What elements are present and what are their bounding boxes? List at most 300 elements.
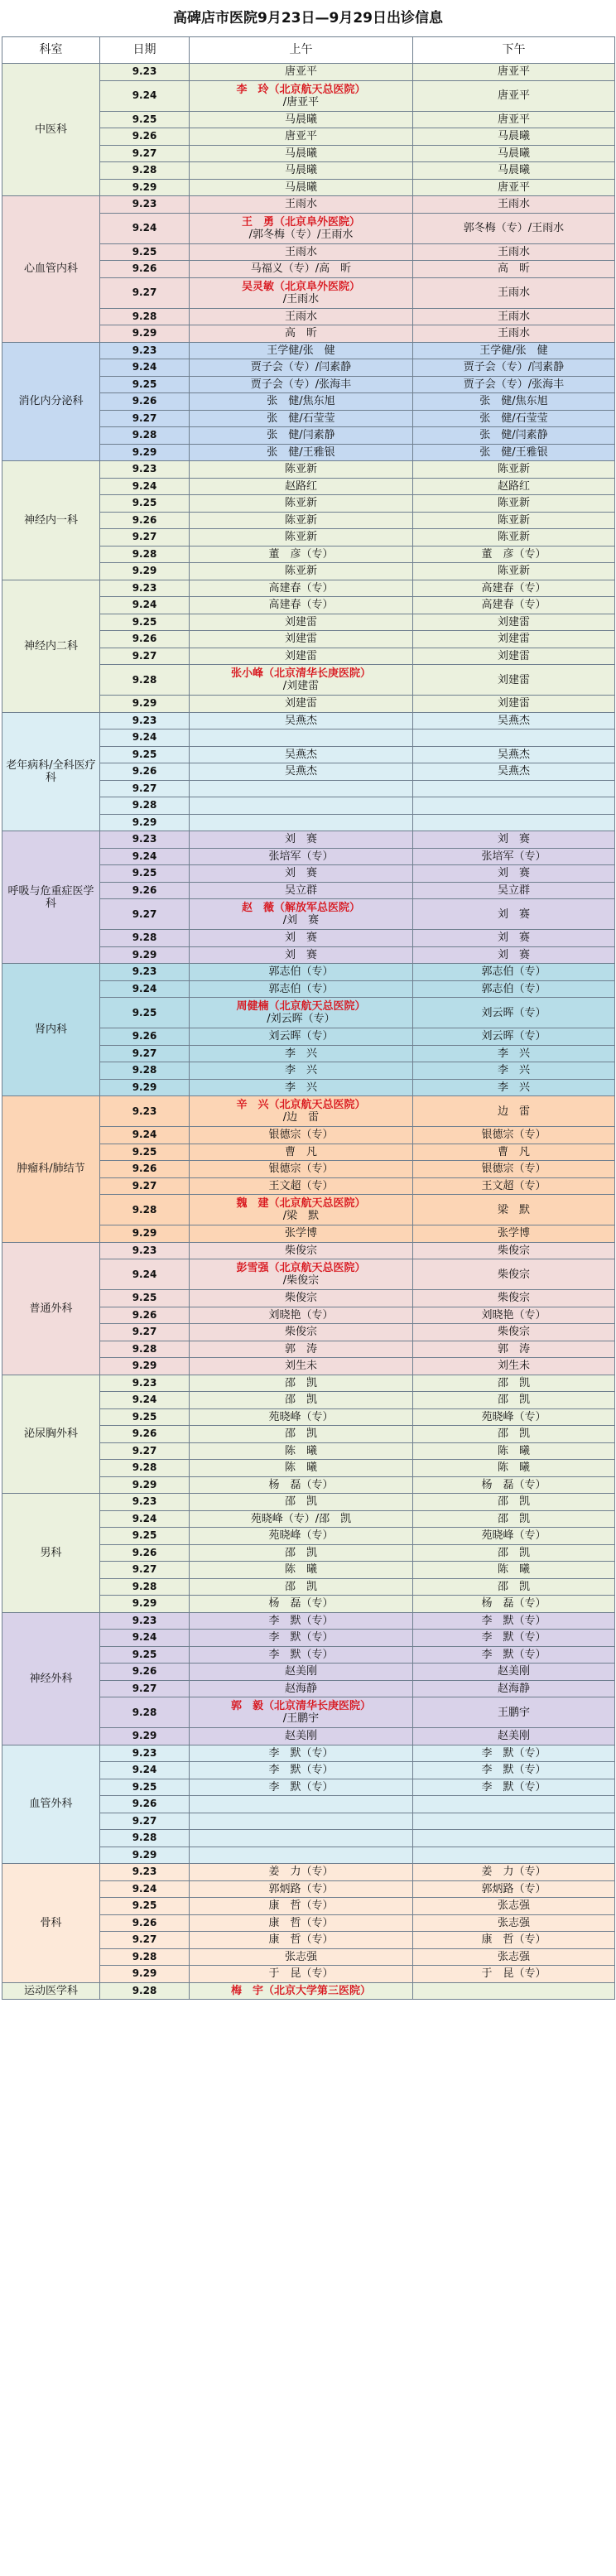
morning-doctor-name: 刘 赛	[284, 833, 317, 846]
afternoon-doctor-cell: 王雨水	[413, 277, 615, 308]
afternoon-doctor-cell: 赵海静	[413, 1680, 615, 1697]
date-cell: 9.28	[100, 1341, 190, 1358]
morning-doctor-name: 赵美刚	[284, 1665, 317, 1678]
date-cell: 9.25	[100, 1290, 190, 1307]
morning-doctor-cell	[190, 277, 413, 308]
afternoon-doctor-cell: 唐亚平	[413, 179, 615, 196]
morning-doctor-name: 张志强	[284, 1950, 317, 1963]
morning-doctor-cell	[190, 1079, 413, 1096]
date-cell: 9.25	[100, 865, 190, 883]
morning-doctor-cell	[190, 1697, 413, 1728]
morning-doctor-name: 银德宗（专）	[268, 1129, 334, 1142]
morning-doctor-name: 陈 曦	[284, 1563, 317, 1577]
morning-doctor-name: 邵 凯	[284, 1428, 317, 1441]
morning-doctor-cell	[190, 196, 413, 214]
department-cell: 血管外科	[2, 1745, 100, 1864]
morning-doctor-cell	[190, 308, 413, 325]
date-cell: 9.26	[100, 1028, 190, 1046]
morning-doctor-cell	[190, 145, 413, 162]
date-cell: 9.29	[100, 1728, 190, 1745]
date-cell: 9.26	[100, 1664, 190, 1681]
morning-doctor-name: 王雨水	[284, 245, 317, 258]
date-cell: 9.27	[100, 277, 190, 308]
afternoon-doctor-cell: 张 健/闫素静	[413, 427, 615, 445]
morning-doctor-cell	[190, 1062, 413, 1080]
morning-doctor-assistant: /边 雷	[282, 1111, 320, 1124]
morning-doctor-assistant: /刘云晖（专）	[267, 1013, 335, 1025]
afternoon-doctor-cell: 李 默（专）	[413, 1646, 615, 1664]
date-cell: 9.29	[100, 1966, 190, 1983]
morning-doctor-cell	[190, 814, 413, 831]
morning-doctor-cell	[190, 1544, 413, 1562]
date-cell: 9.25	[100, 1408, 190, 1426]
morning-doctor-name: 马福义（专）/高 昕	[250, 262, 352, 276]
morning-doctor-cell	[190, 1494, 413, 1511]
morning-doctor-name: 高建春（专）	[268, 581, 334, 595]
afternoon-doctor-cell	[413, 1830, 615, 1847]
morning-doctor-cell	[190, 393, 413, 411]
afternoon-doctor-cell: 邵 凯	[413, 1544, 615, 1562]
afternoon-doctor-cell: 李 兴	[413, 1079, 615, 1096]
morning-doctor-cell	[190, 80, 413, 111]
afternoon-doctor-cell: 高 昕	[413, 261, 615, 278]
afternoon-doctor-cell: 苑晓峰（专）	[413, 1408, 615, 1426]
morning-doctor-name: 唐亚平	[284, 130, 317, 143]
morning-doctor-name: 张培军（专）	[268, 850, 334, 863]
afternoon-doctor-cell: 王学健/张 健	[413, 342, 615, 359]
date-cell: 9.28	[100, 1830, 190, 1847]
afternoon-doctor-cell: 邵 凯	[413, 1494, 615, 1511]
morning-doctor-name: 苑晓峰（专）	[268, 1529, 334, 1543]
date-cell: 9.28	[100, 308, 190, 325]
afternoon-doctor-cell: 马晨曦	[413, 128, 615, 146]
date-cell: 9.24	[100, 729, 190, 747]
morning-doctor-cell	[190, 1358, 413, 1375]
morning-doctor-cell	[190, 882, 413, 899]
afternoon-doctor-cell: 王雨水	[413, 196, 615, 214]
schedule-table	[2, 36, 615, 2000]
afternoon-doctor-cell	[413, 1796, 615, 1813]
morning-doctor-cell	[190, 665, 413, 696]
date-cell: 9.29	[100, 1847, 190, 1864]
table-row	[2, 1494, 615, 1511]
morning-doctor-cell	[190, 1762, 413, 1779]
date-cell: 9.24	[100, 597, 190, 614]
afternoon-doctor-cell: 陈亚新	[413, 512, 615, 529]
date-cell: 9.29	[100, 1079, 190, 1096]
date-cell: 9.25	[100, 111, 190, 128]
morning-doctor-cell	[190, 729, 413, 747]
department-cell: 老年病科/全科医疗科	[2, 712, 100, 831]
department-cell: 心血管内科	[2, 196, 100, 343]
morning-doctor-cell	[190, 444, 413, 461]
date-cell: 9.26	[100, 1426, 190, 1443]
afternoon-doctor-cell: 唐亚平	[413, 64, 615, 81]
morning-doctor-name: 高建春（专）	[268, 599, 334, 612]
department-cell: 男科	[2, 1494, 100, 1613]
morning-doctor-name: 陈 曦	[284, 1461, 317, 1475]
morning-doctor-name: 张 健/焦东旭	[267, 395, 335, 408]
date-cell: 9.26	[100, 1914, 190, 1932]
afternoon-doctor-cell: 赵美刚	[413, 1728, 615, 1745]
morning-doctor-cell	[190, 746, 413, 763]
date-cell: 9.27	[100, 1442, 190, 1460]
date-cell: 9.24	[100, 1630, 190, 1647]
date-cell: 9.29	[100, 1225, 190, 1243]
afternoon-doctor-cell: 刘建雷	[413, 665, 615, 696]
afternoon-doctor-cell: 王鹏宇	[413, 1697, 615, 1728]
morning-doctor-name: 邵 凯	[284, 1376, 317, 1389]
morning-doctor-cell	[190, 410, 413, 427]
morning-doctor-name: 李 兴	[284, 1081, 317, 1094]
morning-doctor-name: 杨 磊（专）	[268, 1597, 334, 1611]
afternoon-doctor-cell: 吴燕杰	[413, 746, 615, 763]
morning-doctor-name: 王 勇（北京阜外医院）	[241, 215, 360, 229]
afternoon-doctor-cell: 刘晓艳（专）	[413, 1307, 615, 1324]
date-cell: 9.26	[100, 393, 190, 411]
date-cell: 9.29	[100, 1476, 190, 1494]
morning-doctor-cell	[190, 563, 413, 580]
date-cell: 9.23	[100, 196, 190, 214]
morning-doctor-name: 李 兴	[284, 1047, 317, 1060]
page-title: 高碑店市医院9月23日—9月29日出诊信息	[173, 10, 443, 26]
date-cell: 9.24	[100, 213, 190, 243]
morning-doctor-cell	[190, 1426, 413, 1443]
date-cell: 9.28	[100, 930, 190, 947]
afternoon-doctor-cell: 高建春（专）	[413, 580, 615, 597]
table-row	[2, 1242, 615, 1259]
morning-doctor-name: 陈 曦	[284, 1444, 317, 1457]
date-cell: 9.27	[100, 1324, 190, 1341]
morning-doctor-cell	[190, 1646, 413, 1664]
afternoon-doctor-cell: 贾子会（专）/闫素静	[413, 359, 615, 377]
morning-doctor-name: 刘生未	[284, 1360, 317, 1373]
header-dept: 科室	[2, 37, 100, 64]
morning-doctor-name: 贾子会（专）/闫素静	[250, 361, 352, 374]
morning-doctor-name: 郭 毅（北京清华长庚医院）	[230, 1700, 371, 1712]
afternoon-doctor-cell: 柴俊宗	[413, 1242, 615, 1259]
date-cell: 9.29	[100, 1358, 190, 1375]
afternoon-doctor-cell	[413, 729, 615, 747]
afternoon-doctor-cell: 刘建雷	[413, 614, 615, 631]
morning-doctor-name: 张 健/石莹莹	[267, 412, 335, 425]
morning-doctor-assistant: /刘建雷	[282, 680, 320, 692]
morning-doctor-name: 陈亚新	[284, 513, 317, 527]
morning-doctor-cell	[190, 1948, 413, 1966]
morning-doctor-cell	[190, 1847, 413, 1864]
afternoon-doctor-cell: 刘建雷	[413, 648, 615, 665]
date-cell: 9.27	[100, 780, 190, 797]
morning-doctor-name: 王雨水	[284, 310, 317, 323]
morning-doctor-name: 赵 薇（解放军总医院）	[241, 902, 360, 914]
morning-doctor-cell	[190, 495, 413, 513]
morning-doctor-cell	[190, 128, 413, 146]
morning-doctor-cell	[190, 597, 413, 614]
morning-doctor-cell	[190, 1460, 413, 1477]
date-cell: 9.23	[100, 342, 190, 359]
afternoon-doctor-cell: 赵美刚	[413, 1664, 615, 1681]
morning-doctor-name: 吴燕杰	[284, 714, 317, 727]
morning-doctor-assistant: /王鹏宇	[282, 1712, 320, 1725]
header-row	[2, 37, 615, 64]
date-cell: 9.28	[100, 1697, 190, 1728]
morning-doctor-name: 康 哲（专）	[268, 1899, 334, 1913]
date-cell: 9.24	[100, 1127, 190, 1144]
afternoon-doctor-cell: 李 默（专）	[413, 1745, 615, 1762]
date-cell: 9.27	[100, 529, 190, 546]
morning-doctor-name: 陈亚新	[284, 497, 317, 510]
afternoon-doctor-cell: 刘建雷	[413, 631, 615, 648]
morning-doctor-cell	[190, 1612, 413, 1630]
date-cell: 9.24	[100, 980, 190, 998]
date-cell: 9.29	[100, 325, 190, 343]
afternoon-doctor-cell: 银德宗（专）	[413, 1161, 615, 1178]
afternoon-doctor-cell: 苑晓峰（专）	[413, 1528, 615, 1545]
morning-doctor-cell	[190, 1630, 413, 1647]
morning-doctor-cell	[190, 213, 413, 243]
date-cell: 9.28	[100, 162, 190, 180]
afternoon-doctor-cell	[413, 1847, 615, 1864]
morning-doctor-cell	[190, 342, 413, 359]
morning-doctor-cell	[190, 1195, 413, 1225]
morning-doctor-cell	[190, 1045, 413, 1062]
morning-doctor-assistant: /刘 赛	[282, 914, 320, 927]
date-cell: 9.24	[100, 1392, 190, 1409]
date-cell: 9.24	[100, 1880, 190, 1898]
afternoon-doctor-cell	[413, 1813, 615, 1830]
afternoon-doctor-cell: 陈亚新	[413, 529, 615, 546]
morning-doctor-assistant: /柴俊宗	[282, 1274, 320, 1287]
date-cell: 9.29	[100, 946, 190, 964]
date-cell: 9.25	[100, 243, 190, 261]
afternoon-doctor-cell: 唐亚平	[413, 80, 615, 111]
morning-doctor-cell	[190, 1932, 413, 1949]
date-cell: 9.28	[100, 1062, 190, 1080]
morning-doctor-name: 董 彦（专）	[268, 547, 334, 561]
morning-doctor-cell	[190, 376, 413, 393]
date-cell: 9.24	[100, 848, 190, 865]
morning-doctor-cell	[190, 1408, 413, 1426]
morning-doctor-name: 刘 赛	[284, 867, 317, 880]
date-cell: 9.26	[100, 1307, 190, 1324]
morning-doctor-name: 马晨曦	[284, 147, 317, 160]
afternoon-doctor-cell: 杨 磊（专）	[413, 1596, 615, 1613]
date-cell: 9.27	[100, 1045, 190, 1062]
morning-doctor-assistant: /郭冬梅（专）/王雨水	[248, 228, 354, 241]
table-row	[2, 1375, 615, 1392]
afternoon-doctor-cell: 邵 凯	[413, 1510, 615, 1528]
morning-doctor-cell	[190, 1578, 413, 1596]
date-cell: 9.23	[100, 1864, 190, 1881]
morning-doctor-assistant: /唐亚平	[282, 95, 320, 108]
date-cell: 9.27	[100, 899, 190, 930]
morning-doctor-name: 吴燕杰	[284, 765, 317, 778]
afternoon-doctor-cell: 刘生未	[413, 1358, 615, 1375]
afternoon-doctor-cell	[413, 1982, 615, 2000]
morning-doctor-name: 陈亚新	[284, 463, 317, 476]
morning-doctor-cell	[190, 162, 413, 180]
morning-doctor-name: 马晨曦	[284, 164, 317, 177]
afternoon-doctor-cell: 张志强	[413, 1948, 615, 1966]
date-cell: 9.23	[100, 1745, 190, 1762]
afternoon-doctor-cell: 邵 凯	[413, 1392, 615, 1409]
date-cell: 9.26	[100, 882, 190, 899]
date-cell: 9.25	[100, 1779, 190, 1796]
morning-doctor-cell	[190, 1442, 413, 1460]
afternoon-doctor-cell: 郭志伯（专）	[413, 964, 615, 981]
afternoon-doctor-cell: 陈 曦	[413, 1442, 615, 1460]
morning-doctor-cell	[190, 1898, 413, 1915]
morning-doctor-cell	[190, 648, 413, 665]
date-cell: 9.23	[100, 831, 190, 849]
afternoon-doctor-cell: 李 默（专）	[413, 1779, 615, 1796]
afternoon-doctor-cell: 张 健/石莹莹	[413, 410, 615, 427]
afternoon-doctor-cell: 刘 赛	[413, 831, 615, 849]
afternoon-doctor-cell: 李 兴	[413, 1062, 615, 1080]
morning-doctor-cell	[190, 1144, 413, 1161]
morning-doctor-name: 赵美刚	[284, 1730, 317, 1743]
afternoon-doctor-cell: 银德宗（专）	[413, 1127, 615, 1144]
table-row	[2, 580, 615, 597]
table-row	[2, 1864, 615, 1881]
morning-doctor-name: 邵 凯	[284, 1546, 317, 1559]
afternoon-doctor-cell: 李 默（专）	[413, 1612, 615, 1630]
morning-doctor-cell	[190, 1161, 413, 1178]
date-cell: 9.27	[100, 1177, 190, 1195]
morning-doctor-name: 于 昆（专）	[268, 1967, 334, 1981]
afternoon-doctor-cell: 李 默（专）	[413, 1630, 615, 1647]
afternoon-doctor-cell: 曹 凡	[413, 1144, 615, 1161]
morning-doctor-name: 马晨曦	[284, 181, 317, 194]
date-cell: 9.27	[100, 1680, 190, 1697]
date-cell: 9.29	[100, 1596, 190, 1613]
morning-doctor-cell	[190, 964, 413, 981]
morning-doctor-name: 王文超（专）	[268, 1179, 334, 1192]
morning-doctor-name: 李 玲（北京航天总医院）	[236, 83, 366, 96]
date-cell: 9.23	[100, 1096, 190, 1127]
morning-doctor-name: 曹 凡	[284, 1145, 317, 1158]
header-afternoon: 下午	[413, 37, 615, 64]
morning-doctor-cell	[190, 1664, 413, 1681]
morning-doctor-cell	[190, 1324, 413, 1341]
morning-doctor-name: 柴俊宗	[284, 1326, 317, 1339]
morning-doctor-name: 贾子会（专）/张海丰	[250, 378, 352, 391]
morning-doctor-name: 唐亚平	[284, 65, 317, 79]
afternoon-doctor-cell: 刘 赛	[413, 930, 615, 947]
morning-doctor-name: 李 默（专）	[268, 1631, 334, 1644]
date-cell: 9.28	[100, 427, 190, 445]
morning-doctor-cell	[190, 1392, 413, 1409]
morning-doctor-cell	[190, 1528, 413, 1545]
date-cell: 9.23	[100, 580, 190, 597]
afternoon-doctor-cell: 马晨曦	[413, 162, 615, 180]
date-cell: 9.23	[100, 1375, 190, 1392]
afternoon-doctor-cell: 刘 赛	[413, 946, 615, 964]
afternoon-doctor-cell: 姜 力（专）	[413, 1864, 615, 1881]
afternoon-doctor-cell: 邵 凯	[413, 1426, 615, 1443]
morning-doctor-cell	[190, 831, 413, 849]
department-cell: 骨科	[2, 1864, 100, 1983]
morning-doctor-name: 刘云晖（专）	[268, 1030, 334, 1043]
morning-doctor-cell	[190, 1562, 413, 1579]
morning-doctor-name: 马晨曦	[284, 113, 317, 126]
afternoon-doctor-cell: 柴俊宗	[413, 1259, 615, 1290]
afternoon-doctor-cell: 郭炳路（专）	[413, 1880, 615, 1898]
morning-doctor-name: 魏 建（北京航天总医院）	[236, 1197, 366, 1210]
date-cell: 9.24	[100, 359, 190, 377]
morning-doctor-cell	[190, 243, 413, 261]
morning-doctor-cell	[190, 111, 413, 128]
afternoon-doctor-cell: 张学博	[413, 1225, 615, 1243]
date-cell: 9.29	[100, 696, 190, 713]
morning-doctor-cell	[190, 1982, 413, 2000]
date-cell: 9.23	[100, 461, 190, 479]
date-cell: 9.25	[100, 746, 190, 763]
table-row	[2, 1745, 615, 1762]
morning-doctor-name: 银德宗（专）	[268, 1163, 334, 1176]
department-cell: 神经外科	[2, 1612, 100, 1745]
morning-doctor-cell	[190, 848, 413, 865]
date-cell: 9.29	[100, 179, 190, 196]
afternoon-doctor-cell: 张志强	[413, 1898, 615, 1915]
afternoon-doctor-cell: 刘云晖（专）	[413, 1028, 615, 1046]
morning-doctor-cell	[190, 1307, 413, 1324]
morning-doctor-cell	[190, 763, 413, 781]
morning-doctor-name: 柴俊宗	[284, 1244, 317, 1257]
date-cell: 9.23	[100, 964, 190, 981]
table-row	[2, 196, 615, 214]
morning-doctor-name: 刘 赛	[284, 932, 317, 945]
morning-doctor-cell	[190, 1476, 413, 1494]
morning-doctor-name: 赵路红	[284, 479, 317, 493]
morning-doctor-name: 陈亚新	[284, 531, 317, 544]
morning-doctor-cell	[190, 1745, 413, 1762]
afternoon-doctor-cell: 郭志伯（专）	[413, 980, 615, 998]
date-cell: 9.24	[100, 80, 190, 111]
morning-doctor-name: 李 默（专）	[268, 1764, 334, 1777]
date-cell: 9.28	[100, 665, 190, 696]
morning-doctor-cell	[190, 712, 413, 729]
morning-doctor-name: 苑晓峰（专）	[268, 1410, 334, 1423]
date-cell: 9.28	[100, 1578, 190, 1596]
morning-doctor-name: 王学健/张 健	[267, 344, 335, 357]
afternoon-doctor-cell: 王文超（专）	[413, 1177, 615, 1195]
afternoon-doctor-cell: 董 彦（专）	[413, 546, 615, 563]
morning-doctor-name: 吴立群	[284, 884, 317, 897]
morning-doctor-cell	[190, 427, 413, 445]
date-cell: 9.28	[100, 1982, 190, 2000]
date-cell: 9.24	[100, 1510, 190, 1528]
afternoon-doctor-cell: 马晨曦	[413, 145, 615, 162]
date-cell: 9.29	[100, 563, 190, 580]
morning-doctor-cell	[190, 1177, 413, 1195]
morning-doctor-cell	[190, 580, 413, 597]
table-row	[2, 64, 615, 81]
morning-doctor-name: 康 哲（专）	[268, 1933, 334, 1947]
date-cell: 9.23	[100, 712, 190, 729]
morning-doctor-cell	[190, 1914, 413, 1932]
morning-doctor-cell	[190, 1830, 413, 1847]
date-cell: 9.28	[100, 797, 190, 815]
date-cell: 9.27	[100, 145, 190, 162]
morning-doctor-assistant: /王雨水	[282, 292, 320, 306]
date-cell: 9.27	[100, 648, 190, 665]
table-row	[2, 964, 615, 981]
morning-doctor-cell	[190, 930, 413, 947]
morning-doctor-name: 高 昕	[284, 327, 317, 340]
date-cell: 9.25	[100, 495, 190, 513]
afternoon-doctor-cell: 杨 磊（专）	[413, 1476, 615, 1494]
